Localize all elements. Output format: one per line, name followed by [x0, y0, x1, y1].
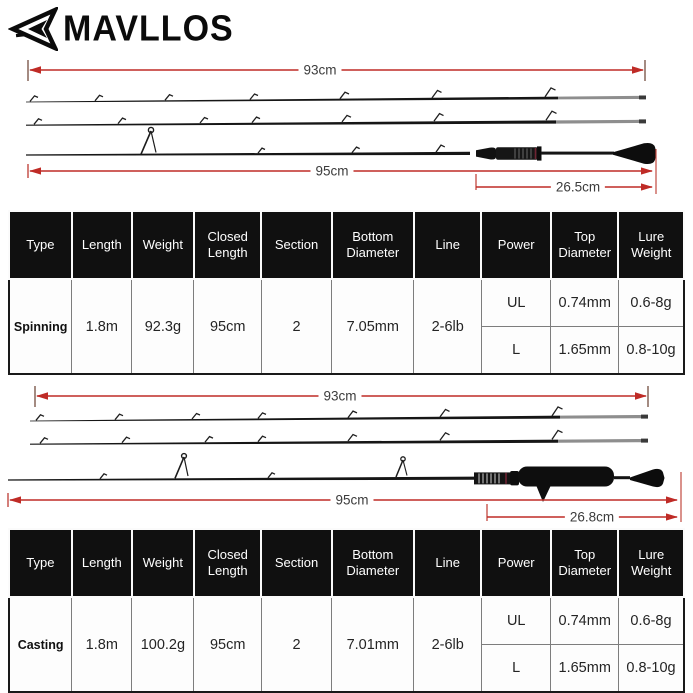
cell-bottom-diameter: 7.01mm [332, 597, 414, 692]
spinning-tip-section-2 [26, 111, 646, 126]
casting-spec-table [8, 528, 685, 693]
cell-lure-weight-l: 0.8-10g [618, 327, 684, 375]
cell-section: 2 [261, 597, 331, 692]
header-bottom-diameter: Bottom Diameter [332, 529, 414, 597]
spinning-blank-length-label: 93cm [298, 63, 341, 78]
cell-power-l: L [481, 645, 551, 693]
spinning-spec-table [8, 210, 685, 375]
spinning-tip-section-1 [26, 88, 646, 103]
header-power: Power [481, 529, 551, 597]
brand-name: MAVLLOS [63, 8, 234, 50]
header-section: Section [261, 211, 331, 279]
cell-weight: 100.2g [132, 597, 194, 692]
header-type: Type [9, 529, 72, 597]
cell-length: 1.8m [72, 597, 132, 692]
cell-weight: 92.3g [132, 279, 194, 374]
arrow-logo-icon [8, 7, 58, 51]
header-top-diameter: Top Diameter [551, 211, 619, 279]
casting-full-length-label: 95cm [330, 493, 373, 508]
brand-logo [8, 7, 234, 51]
table-header-row [9, 211, 684, 279]
casting-rod-diagram [0, 376, 693, 528]
cell-top-diameter-ul: 0.74mm [551, 597, 619, 645]
header-type: Type [9, 211, 72, 279]
header-lure-weight: Lure Weight [618, 211, 684, 279]
header-weight: Weight [132, 211, 194, 279]
cell-top-diameter-ul: 0.74mm [551, 279, 619, 327]
spinning-rod-diagram [0, 54, 693, 208]
casting-tip-section-1 [30, 407, 648, 422]
table-header-row [9, 529, 684, 597]
cell-lure-weight-ul: 0.6-8g [618, 279, 684, 327]
header-weight: Weight [132, 529, 194, 597]
spinning-handle-length-label: 26.5cm [551, 180, 605, 195]
cell-bottom-diameter: 7.05mm [332, 279, 414, 374]
cell-power-ul: UL [481, 597, 551, 645]
header-bottom-diameter: Bottom Diameter [332, 211, 414, 279]
cell-section: 2 [261, 279, 331, 374]
cell-line: 2-6lb [414, 279, 482, 374]
header-line: Line [414, 211, 482, 279]
header-top-diameter: Top Diameter [551, 529, 619, 597]
header-line: Line [414, 529, 482, 597]
header-closed-length: Closed Length [194, 211, 262, 279]
cell-power-ul: UL [481, 279, 551, 327]
cell-closed-length: 95cm [194, 279, 262, 374]
cell-power-l: L [481, 327, 551, 375]
spinning-rod-assembled [26, 127, 657, 164]
header-closed-length: Closed Length [194, 529, 262, 597]
header-power: Power [481, 211, 551, 279]
cell-length: 1.8m [72, 279, 132, 374]
spinning-full-length-label: 95cm [310, 164, 353, 179]
cell-type: Spinning [9, 279, 72, 374]
cell-top-diameter-l: 1.65mm [551, 327, 619, 375]
casting-blank-length-label: 93cm [318, 389, 361, 404]
cell-closed-length: 95cm [194, 597, 262, 692]
table-row [9, 279, 684, 327]
cell-lure-weight-ul: 0.6-8g [618, 597, 684, 645]
cell-type: Casting [9, 597, 72, 692]
header-length: Length [72, 211, 132, 279]
casting-tip-section-2 [30, 430, 648, 444]
header-length: Length [72, 529, 132, 597]
casting-handle-length-label: 26.8cm [565, 510, 619, 525]
table-row [9, 597, 684, 645]
cell-line: 2-6lb [414, 597, 482, 692]
cell-top-diameter-l: 1.65mm [551, 645, 619, 693]
cell-lure-weight-l: 0.8-10g [618, 645, 684, 693]
header-lure-weight: Lure Weight [618, 529, 684, 597]
header-section: Section [261, 529, 331, 597]
